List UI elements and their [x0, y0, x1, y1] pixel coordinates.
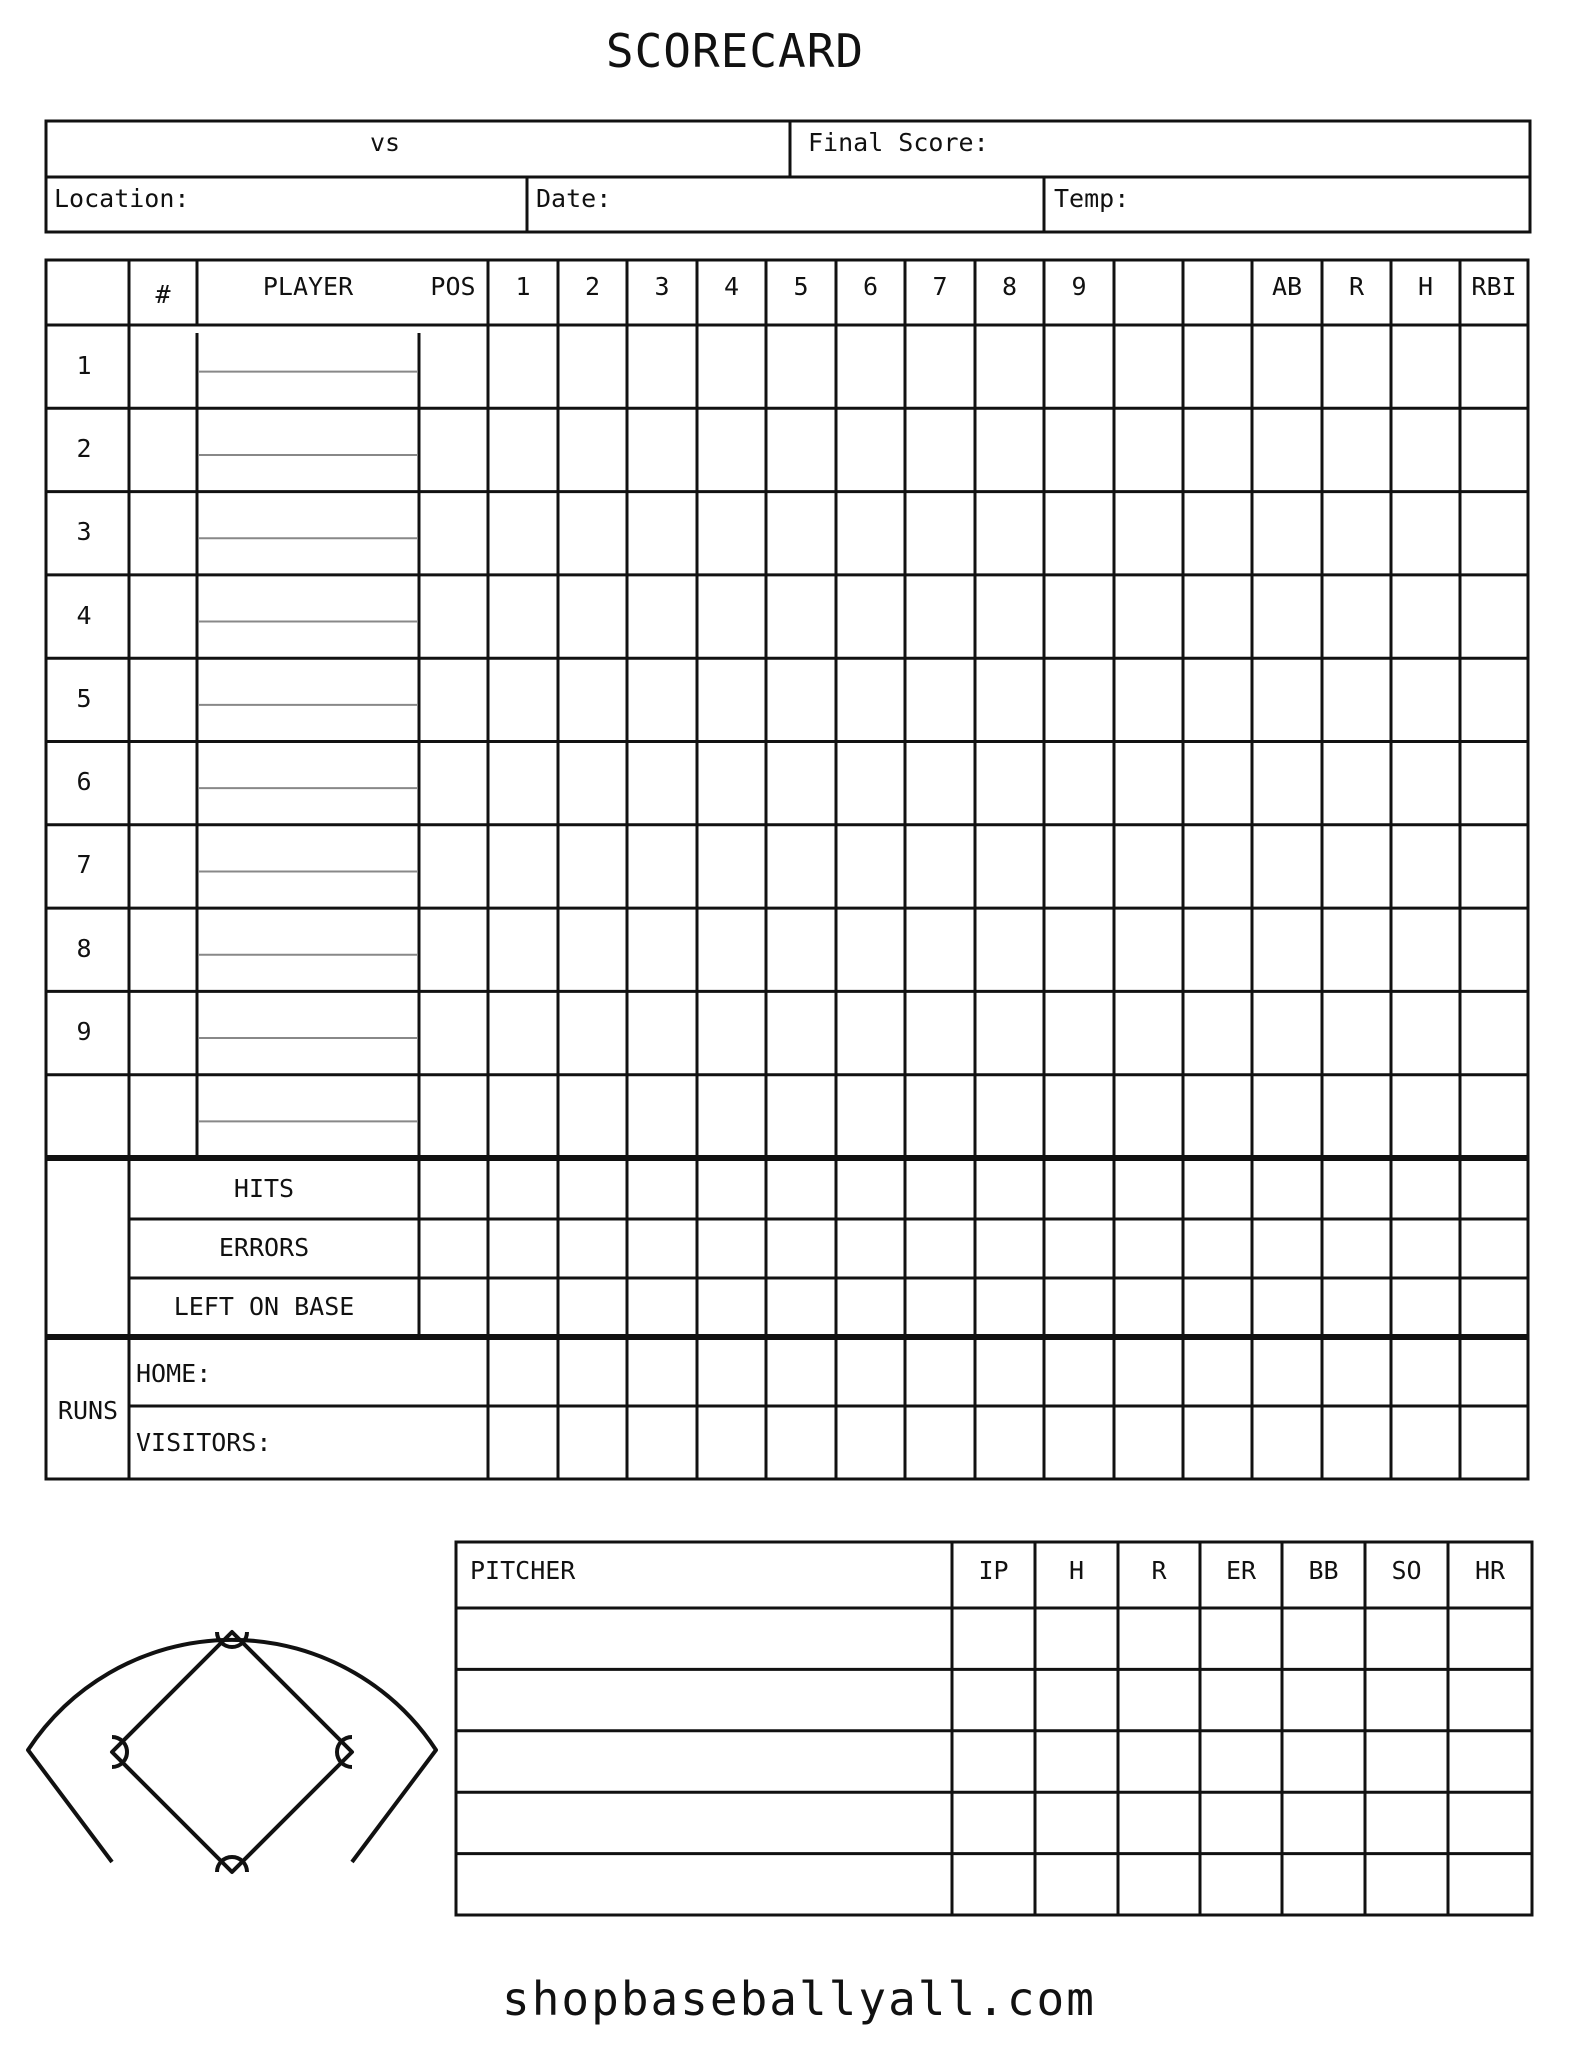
page-title: SCORECARD — [605, 24, 865, 78]
inning-header: 4 — [723, 272, 740, 301]
inning-header: 8 — [1001, 272, 1018, 301]
inning-header: 6 — [862, 272, 879, 301]
pitching-table-border — [456, 1542, 1532, 1915]
batting-order-number: 4 — [76, 600, 92, 630]
date-label: Date: — [536, 184, 612, 213]
runs-label: RUNS — [57, 1396, 119, 1425]
location-label: Location: — [54, 184, 190, 213]
batting-order-number: 8 — [76, 933, 92, 963]
inning-header: 1 — [515, 272, 531, 301]
pos-header: POS — [430, 272, 476, 301]
inning-header: 3 — [654, 272, 670, 301]
totals-row-label: LEFT ON BASE — [173, 1292, 355, 1321]
temp-label: Temp: — [1054, 184, 1130, 213]
outfield-fence — [28, 1640, 436, 1862]
batting-order-number: 5 — [76, 683, 92, 713]
number-header: # — [155, 280, 171, 309]
stat-header: H — [1417, 272, 1434, 301]
footer-url: shopbaseballyall.com — [502, 1972, 1096, 2026]
pitching-stat-header: IP — [978, 1556, 1009, 1585]
pitching-stat-header: HR — [1474, 1556, 1506, 1585]
baseball-field-diagram — [28, 1632, 436, 1872]
infield-diamond — [112, 1632, 352, 1872]
pitching-stat-header: H — [1068, 1556, 1085, 1585]
batting-order-number: 6 — [76, 767, 92, 797]
batting-order-number: 3 — [76, 517, 92, 547]
stat-header: AB — [1271, 272, 1303, 301]
totals-row-label: ERRORS — [218, 1233, 310, 1262]
batting-order-number: 1 — [76, 350, 92, 380]
batting-order-number: 9 — [76, 1017, 92, 1047]
visitors-runs-label: VISITORS: — [136, 1428, 272, 1457]
pitcher-header: PITCHER — [470, 1556, 576, 1585]
inning-header: 7 — [932, 272, 948, 301]
stat-header: R — [1348, 272, 1365, 301]
pitching-stat-header: SO — [1391, 1556, 1422, 1585]
player-header: PLAYER — [262, 272, 354, 301]
home-runs-label: HOME: — [136, 1359, 212, 1388]
inning-header: 5 — [793, 272, 809, 301]
pitching-stat-header: R — [1151, 1556, 1167, 1585]
stat-header: RBI — [1471, 272, 1517, 301]
batting-order-number: 2 — [76, 433, 92, 463]
pitching-stat-header: ER — [1225, 1556, 1257, 1585]
vs-label: vs — [369, 128, 401, 157]
inning-header: 9 — [1071, 272, 1087, 301]
batting-order-number: 7 — [76, 850, 92, 880]
final-score-label: Final Score: — [808, 128, 989, 157]
pitching-stat-header: BB — [1308, 1556, 1339, 1585]
inning-header: 2 — [584, 272, 601, 301]
totals-row-label: HITS — [233, 1174, 295, 1203]
